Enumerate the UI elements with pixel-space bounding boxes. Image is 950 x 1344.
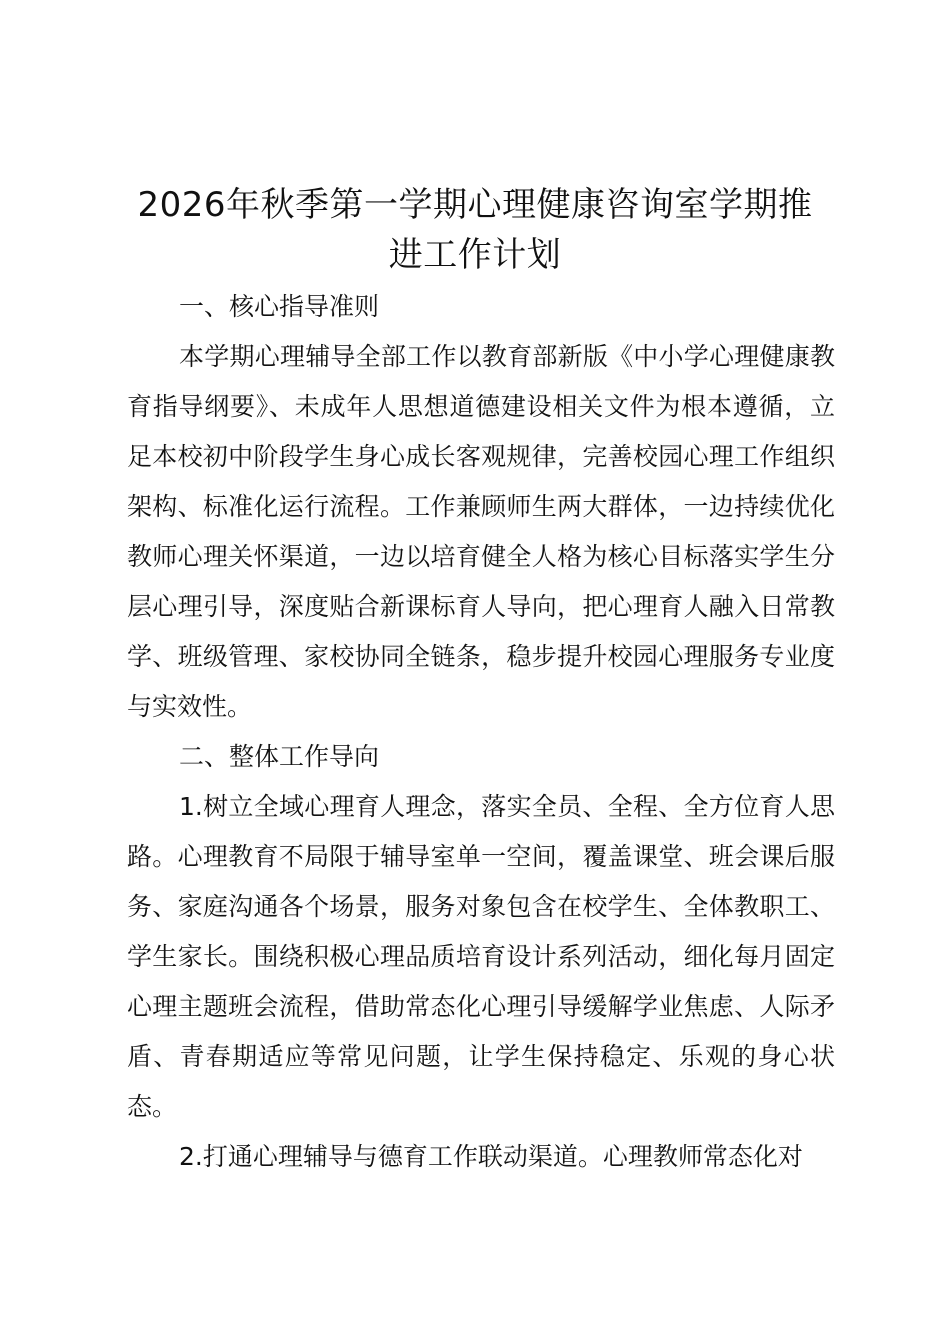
title-line-1: 2026年秋季第一学期心理健康咨询室学期推: [137, 185, 813, 225]
item-2-paragraph: 2.打通心理辅导与德育工作联动渠道。心理教师常态化对: [179, 1142, 803, 1171]
document-body: [127, 282, 835, 1182]
title-line-2: 进工作计划: [388, 235, 562, 275]
section-heading-1: 一、核心指导准则: [179, 292, 380, 321]
item-1-paragraph: 1.树立全域心理育人理念，落实全员、全程、全方位育人思路。心理教育不局限于辅导室单一空间，覆盖课堂、班会课后服务、家庭沟通各个场景，服务对象包含在校学生、全体教职工、学生家长。围绕积极心理品质培育设计系列活动，细化每月固定心理主题班会流程，借助常态化心理引导缓解学业焦虑、人际矛盾、青春期适应等常见问题，让学生保持稳定、乐观的身心状态。: [127, 792, 835, 1121]
section-heading-2: 二、整体工作导向: [179, 742, 380, 771]
section-1-paragraph: 本学期心理辅导全部工作以教育部新版《中小学心理健康教育指导纲要》、未成年人思想道德建设相关文件为根本遵循，立足本校初中阶段学生身心成长客观规律，完善校园心理工作组织架构、标准化运行流程。工作兼顾师生两大群体，一边持续优化教师心理关怀渠道，一边以培育健全人格为核心目标落实学生分层心理引导，深度贴合新课标育人导向，把心理育人融入日常教学、班级管理、家校协同全链条，稳步提升校园心理服务专业度与实效性。: [127, 342, 835, 721]
document-title: [100, 180, 850, 280]
